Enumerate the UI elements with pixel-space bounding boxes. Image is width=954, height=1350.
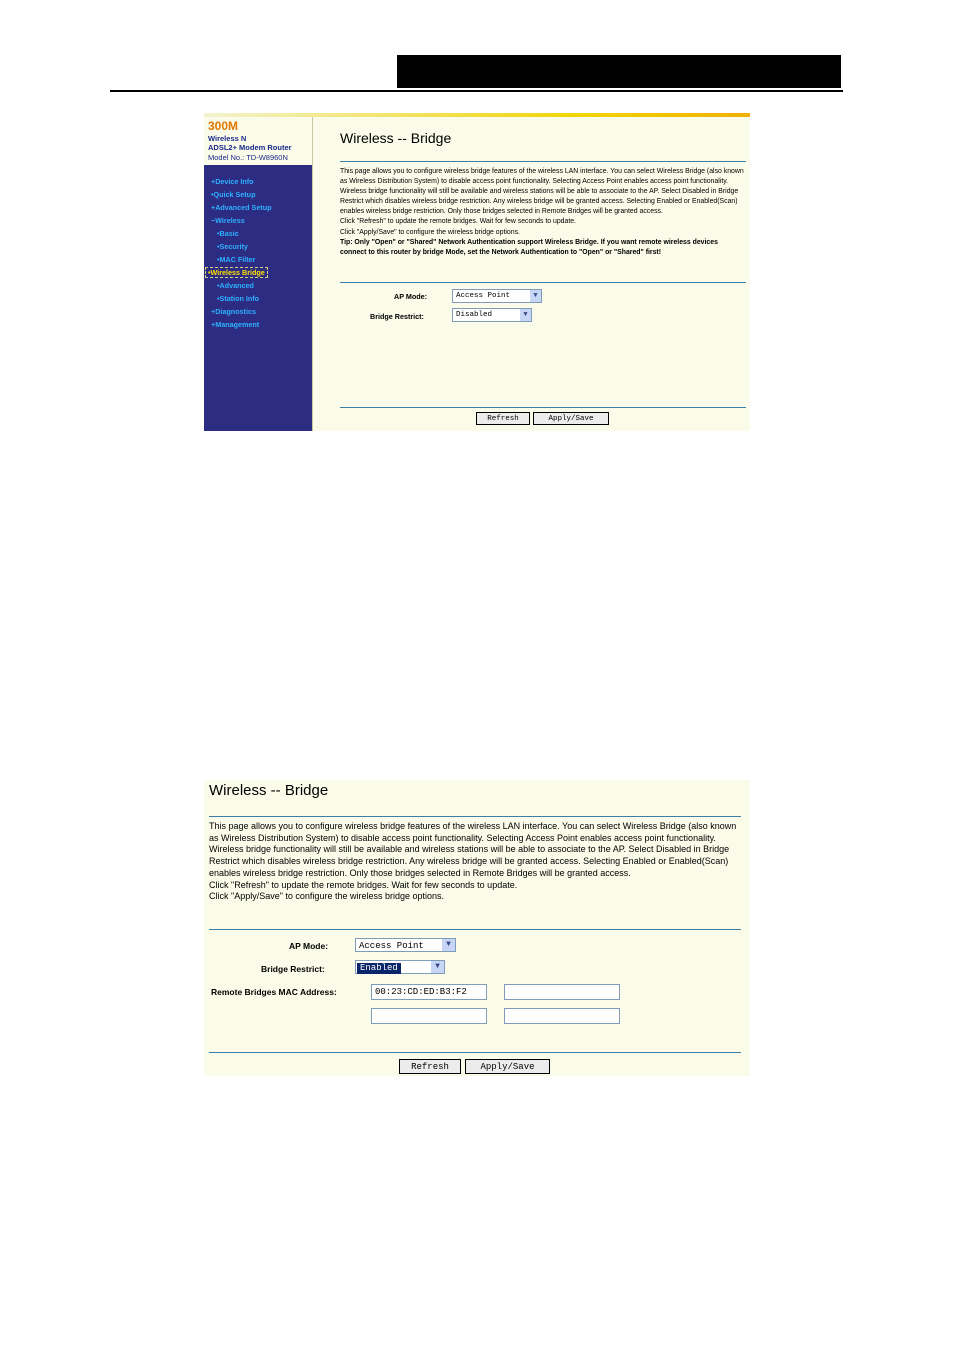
bridge-restrict-select[interactable]: Disabled ▼ [452,308,532,322]
tip-text: Tip: Only "Open" or "Shared" Network Authentication support Wireless Bridge. If you want remote wireless devices connect to this router by bridge Mode, set the Network Authentication to "Open" or "Shared" first! [340,238,718,256]
router-page-screenshot-2 [204,780,750,1076]
form-top-rule [209,929,741,930]
sidebar-item-device-info[interactable]: +Device Info [211,177,254,186]
brand-line2: ADSL2+ Modem Router [208,143,292,152]
brand-title: 300M [208,119,239,133]
sidebar [204,165,312,431]
sidebar-item-station-info[interactable]: •Station Info [217,294,260,303]
sidebar-item-diagnostics[interactable]: +Diagnostics [211,307,256,316]
title-rule [209,816,741,817]
sidebar-item-basic[interactable]: •Basic [217,229,239,238]
router-page-screenshot-1 [204,113,750,431]
sidebar-item-advanced-setup[interactable]: +Advanced Setup [211,203,272,212]
page-description [209,821,741,903]
sidebar-item-quick-setup[interactable]: •Quick Setup [211,190,256,199]
refresh-button[interactable]: Refresh [476,412,530,425]
title-rule [340,161,746,162]
sidebar-item-advanced[interactable]: •Advanced [217,281,254,290]
brand-logo [204,117,312,165]
document-header-rule [110,90,843,92]
sidebar-item-management[interactable]: +Management [211,320,260,329]
ap-mode-select[interactable]: Access Point ▼ [355,938,456,952]
page-description [340,167,746,258]
brand-model: Model No.: TD-W8960N [208,153,288,162]
remote-mac-label: Remote Bridges MAC Address: [211,987,337,997]
sidebar-item-wireless[interactable]: −Wireless [211,216,245,225]
sidebar-item-security[interactable]: •Security [217,242,248,251]
description-apply-note: Click "Apply/Save" to configure the wireless bridge options. [209,891,445,902]
ap-mode-label: AP Mode: [394,292,428,301]
refresh-button[interactable]: Refresh [399,1059,461,1074]
description-refresh-note: Click "Refresh" to update the remote bridges. Wait for few seconds to update. [209,879,518,890]
remote-mac-input-4[interactable] [504,1008,620,1024]
ap-mode-select[interactable]: Access Point ▼ [452,289,542,303]
ap-mode-label: AP Mode: [289,941,329,951]
bridge-restrict-label: Bridge Restrict: [261,964,325,974]
description-apply-note: Click "Apply/Save" to configure the wireless bridge options. [340,228,520,236]
sidebar-divider [312,117,313,431]
remote-mac-input-1[interactable]: 00:23:CD:ED:B3:F2 [371,984,487,1000]
description-paragraph: This page allows you to configure wireless bridge features of the wireless LAN interface. You can select Wireless Bridge (also known as Wireless Distribution System) to disable access point functionality. Selecting Access Point enables access point functionality. Wireless bridge functionality will still be available and wireless stations will be able to associate to the AP. Select Disabled in Bridge Restrict which disables wireless bridge restriction. Any wireless bridge will be granted access. Selecting Enabled or Enabled(Scan) enables wireless bridge restriction. Only those bridges selected in Remote Bridges will be granted access. [209,821,737,878]
form-top-rule [340,282,746,283]
bridge-restrict-label: Bridge Restrict: [370,312,424,321]
page-title: Wireless -- Bridge [209,782,329,799]
apply-save-button[interactable]: Apply/Save [465,1059,550,1074]
chevron-down-icon[interactable]: ▼ [520,309,531,321]
description-paragraph: This page allows you to configure wireless bridge features of the wireless LAN interface. You can select Wireless Bridge (also known as Wireless Distribution System) to disable access point functionality. Selecting Access Point enables access point functionality. Wireless bridge functionality will still be available and wireless stations will be able to associate to the AP. Select Disabled in Bridge Restrict which disables wireless bridge restriction. Any wireless bridge will be granted access. Selecting Enabled or Enabled(Scan) enables wireless bridge restriction. Only those bridges selected in Remote Bridges will be granted access. [340,168,744,216]
sidebar-item-wireless-bridge[interactable]: •Wireless Bridge [205,267,268,278]
document-header-bar [397,55,841,88]
page-title: Wireless -- Bridge [340,130,452,146]
form-bottom-rule [340,407,746,408]
form-bottom-rule [209,1052,741,1053]
apply-save-button[interactable]: Apply/Save [533,412,609,425]
chevron-down-icon[interactable]: ▼ [442,939,455,951]
remote-mac-input-3[interactable] [371,1008,487,1024]
remote-mac-input-2[interactable] [504,984,620,1000]
brand-line1: Wireless N [208,134,247,143]
description-refresh-note: Click "Refresh" to update the remote bridges. Wait for few seconds to update. [340,218,576,226]
bridge-restrict-select[interactable]: Enabled ▼ [355,960,445,974]
chevron-down-icon[interactable]: ▼ [431,961,444,973]
chevron-down-icon[interactable]: ▼ [530,290,541,302]
sidebar-item-mac-filter[interactable]: •MAC Filter [217,255,256,264]
